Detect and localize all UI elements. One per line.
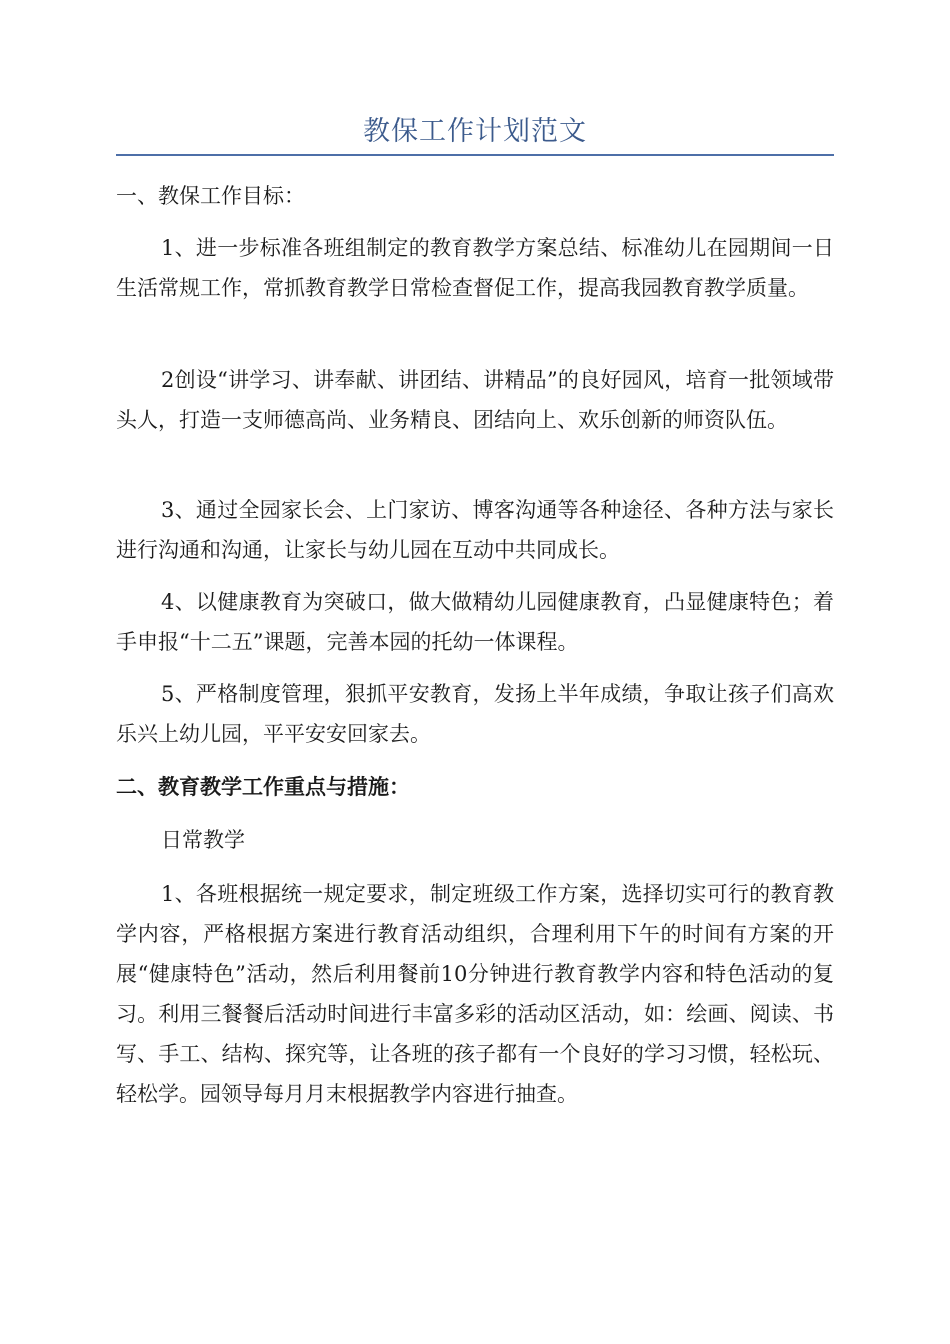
section-2-heading: 二、教育教学工作重点与措施： xyxy=(116,775,410,799)
subheading-daily-teaching: 日常教学 xyxy=(161,828,245,852)
goal-paragraph-4: 4、以健康教育为突破口，做大做精幼儿园健康教育，凸显健康特色；着手申报“十二五”课题，完善本园的托幼一体课程。 xyxy=(116,590,834,654)
goal-paragraph-3: 3、通过全园家长会、上门家访、博客沟通等各种途径、各种方法与家长进行沟通和沟通，让家长与幼儿园在互动中共同成长。 xyxy=(116,498,834,562)
goal-paragraph-5: 5、严格制度管理，狠抓平安教育，发扬上半年成绩，争取让孩子们高欢乐兴上幼儿园，平平安安回家去。 xyxy=(116,682,834,746)
document-title: 教保工作计划范文 xyxy=(363,116,587,147)
teaching-paragraph-1: 1、各班根据统一规定要求，制定班级工作方案，选择切实可行的教育教学内容，严格根据方案进行教育活动组织，合理利用下午的时间有方案的开展“健康特色”活动，然后利用餐前10分钟进行教育教学内容和特色活动的复习。利用三餐餐后活动时间进行丰富多彩的活动区活动，如：绘画、阅读、书写、手工、结构、探究等，让各班的孩子都有一个良好的学习习惯，轻松玩、轻松学。园领导每月月末根据教学内容进行抽查。 xyxy=(116,882,834,1106)
goal-paragraph-2: 2创设“讲学习、讲奉献、讲团结、讲精品”的良好园风，培育一批领域带头人，打造一支师德高尚、业务精良、团结向上、欢乐创新的师资队伍。 xyxy=(116,368,834,432)
section-1-heading: 一、教保工作目标： xyxy=(116,184,305,208)
title-underline xyxy=(116,154,834,156)
goal-paragraph-1: 1、进一步标准各班组制定的教育教学方案总结、标准幼儿在园期间一日生活常规工作，常抓教育教学日常检查督促工作，提高我园教育教学质量。 xyxy=(116,236,834,300)
